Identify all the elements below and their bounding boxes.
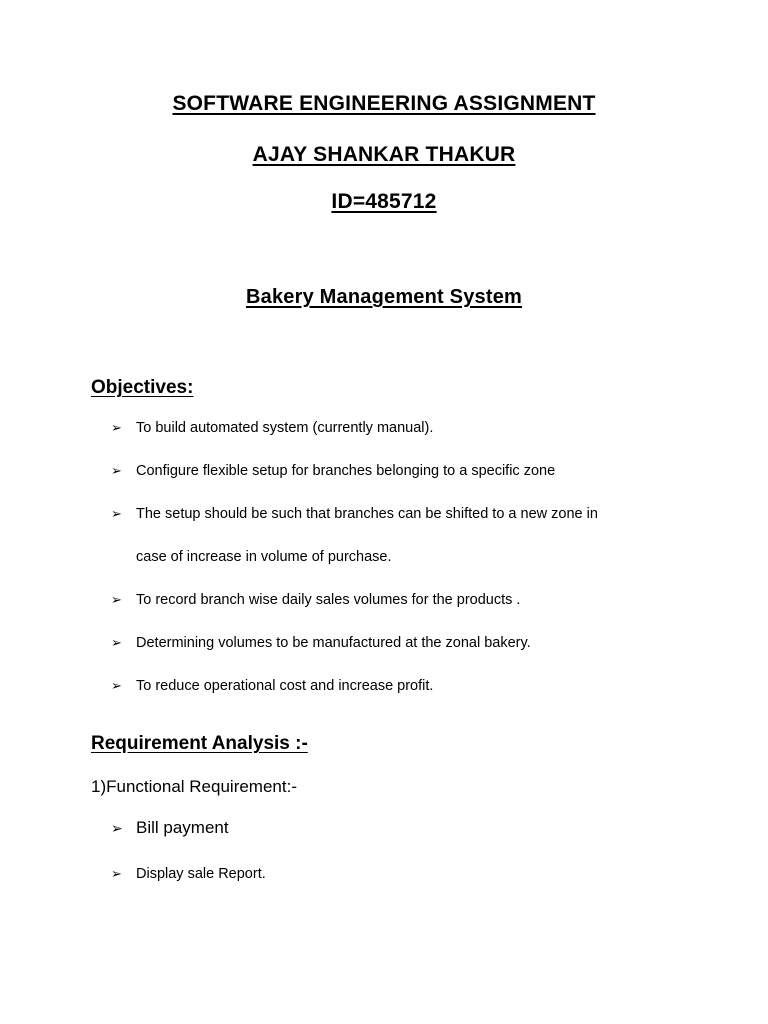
objective-item: ➢ To build automated system (currently manual). bbox=[111, 420, 434, 436]
course-title: SOFTWARE ENGINEERING ASSIGNMENT bbox=[172, 92, 596, 115]
functional-item: ➢ Display sale Report. bbox=[111, 866, 266, 882]
arrow-bullet-icon: ➢ bbox=[111, 463, 122, 478]
objective-item: ➢ Configure flexible setup for branches belonging to a specific zone bbox=[111, 463, 556, 479]
functional-requirement-heading: 1)Functional Requirement:- bbox=[91, 777, 297, 796]
arrow-bullet-icon: ➢ bbox=[111, 820, 123, 836]
arrow-bullet-icon: ➢ bbox=[111, 635, 122, 650]
arrow-bullet-icon: ➢ bbox=[111, 592, 122, 607]
objective-item-continuation: case of increase in volume of purchase. bbox=[136, 549, 392, 565]
project-title: Bakery Management System bbox=[245, 286, 523, 308]
student-name: AJAY SHANKAR THAKUR bbox=[252, 143, 516, 166]
objective-item: ➢ The setup should be such that branches can be shifted to a new zone in bbox=[111, 506, 598, 522]
objective-item: ➢ To record branch wise daily sales volumes for the products . bbox=[111, 592, 521, 608]
arrow-bullet-icon: ➢ bbox=[111, 506, 122, 521]
student-id: ID=485712 bbox=[331, 190, 437, 213]
arrow-bullet-icon: ➢ bbox=[111, 866, 122, 881]
arrow-bullet-icon: ➢ bbox=[111, 678, 122, 693]
objective-item: ➢ Determining volumes to be manufactured at the zonal bakery. bbox=[111, 635, 531, 651]
arrow-bullet-icon: ➢ bbox=[111, 420, 122, 435]
objectives-heading: Objectives: bbox=[91, 377, 194, 398]
objective-item: ➢ To reduce operational cost and increase profit. bbox=[111, 678, 434, 694]
requirement-analysis-heading: Requirement Analysis :- bbox=[91, 733, 308, 754]
functional-item: ➢ Bill payment bbox=[111, 818, 229, 837]
